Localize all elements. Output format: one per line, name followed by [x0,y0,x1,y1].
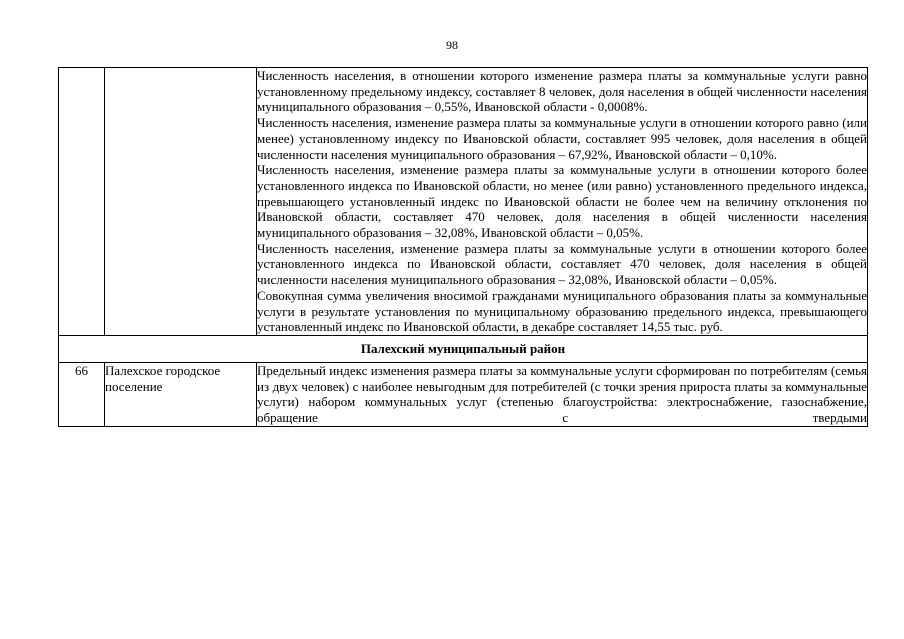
table-row [59,362,868,426]
municipality-name-cell [105,68,257,336]
paragraph: Предельный индекс изменения размера платы за коммунальные услуги сформирован по потребителям (семья из двух человек) с наиболее невыгодным для потребителей (с точки зрения прироста платы за коммунальные услуги) набором коммунальных услуг (степенью благоустройства: электроснабжение, газоснабжение, обращение с твердыми [257,362,867,426]
paragraph: Численность населения, изменение размера платы за коммунальные услуги в отношении которого более установленного индекса по Ивановской области, составляет 470 человек, доля населения в общей численности населения муниципального образования – 32,08%, Ивановской области – 0,05%. [257,240,867,288]
page-number: 98 [446,38,458,52]
row-number-cell: 66 [59,362,105,426]
indices-table [58,67,868,427]
paragraph: Численность населения, изменение размера платы за коммунальные услуги в отношении которого равно (или менее) установленному индексу по Ивановской области, составляет 995 человек, доля населения в общей численности населения муниципального образования – 67,92%, Ивановской области – 0,10%. [257,115,867,162]
table-row [59,68,868,336]
section-row [59,335,868,362]
section-heading: Палехский муниципальный район [59,335,868,362]
paragraph: Совокупная сумма увеличения вносимой гражданами муниципального образования платы за коммунальные услуги в результате установления по муниципальному образованию предельного индекса, превышающего установленный индекс по Ивановской области, в декабре составляет 14,55 тыс. руб. [257,287,867,335]
paragraph: Численность населения, в отношении которого изменение размера платы за коммунальные услуги равно установленному предельному индексу, составляет 8 человек, доля населения в общей численности населения муниципального образования – 0,55%, Ивановской области - 0,0008%. [257,68,867,115]
municipality-name-cell: Палехское городское поселение [105,362,257,426]
description-cell [257,68,868,336]
paragraph: Численность населения, изменение размера платы за коммунальные услуги в отношении которого более установленного индекса по Ивановской области, но менее (или равно) установленного предельного индекса, превышающего установленный индекс по Ивановской области не более чем на величину отклонения по Ивановской области, составляет 470 человек, доля населения в общей численности населения муниципального образования – 32,08%, Ивановской области – 0,05%. [257,162,867,241]
description-cell [257,362,868,426]
row-number-cell [59,68,105,336]
